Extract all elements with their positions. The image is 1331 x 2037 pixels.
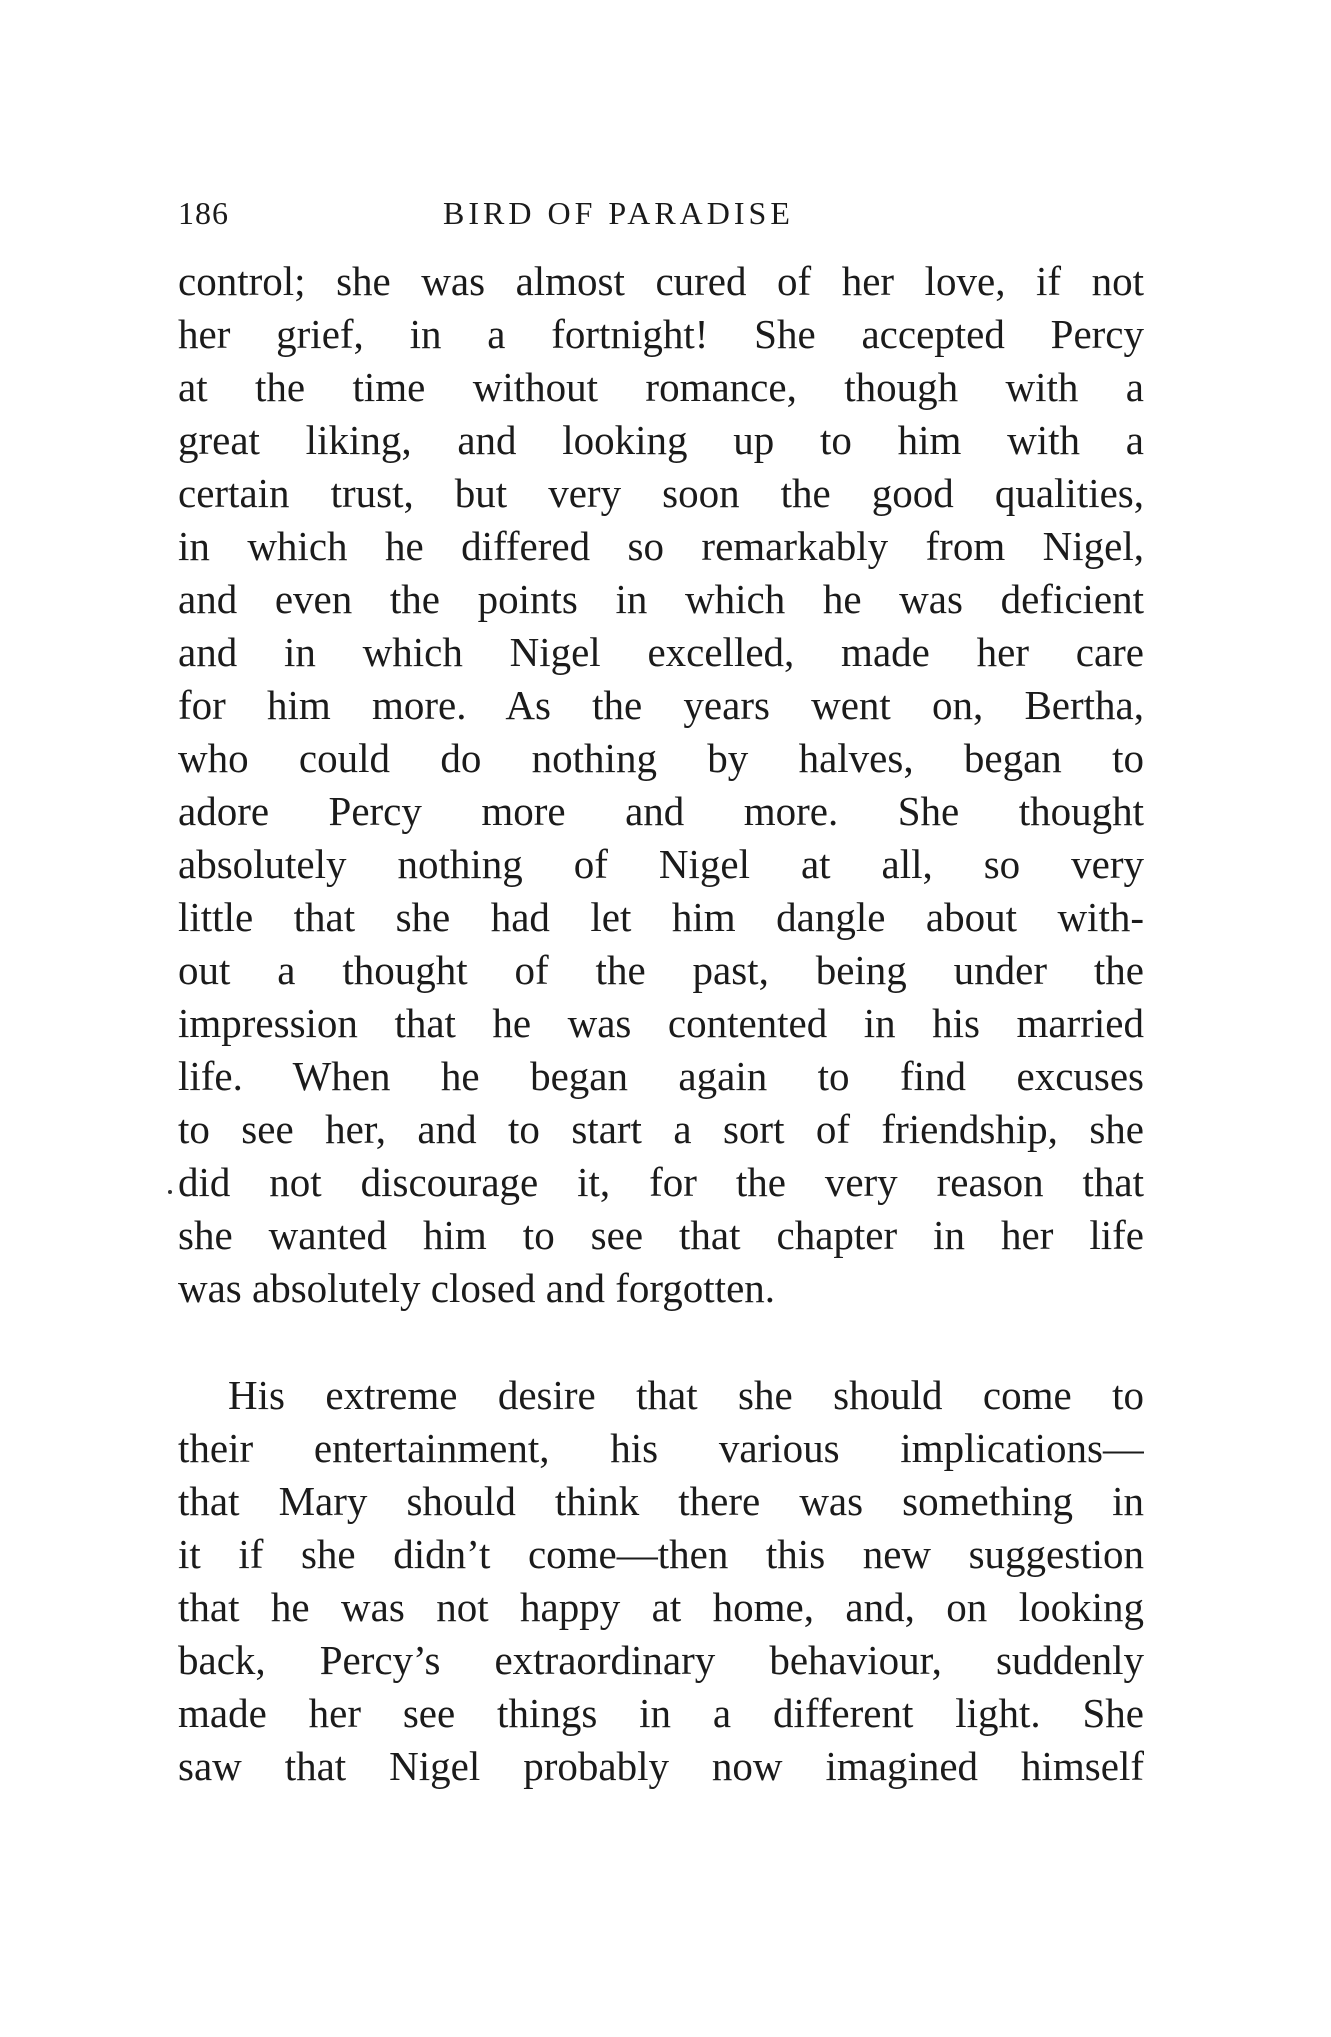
text-line: absolutely nothing of Nigel at all, so very (178, 841, 1144, 887)
text-line: for him more. As the years went on, Bertha, (178, 682, 1144, 728)
text-line: back, Percy’s extraordinary behaviour, suddenly (178, 1637, 1144, 1683)
text-line: at the time without romance, though with a (178, 364, 1144, 410)
paragraph-break (178, 1315, 1144, 1369)
text-line: and even the points in which he was deficient (178, 576, 1144, 622)
text-line: great liking, and looking up to him with a (178, 417, 1144, 463)
text-line: certain trust, but very soon the good qualities, (178, 470, 1144, 516)
text-line: life. When he began again to find excuses (178, 1053, 1144, 1099)
text-line: that he was not happy at home, and, on looking (178, 1584, 1144, 1630)
text-line: impression that he was contented in his married (178, 1000, 1144, 1046)
text-line: and in which Nigel excelled, made her care (178, 629, 1144, 675)
paragraph (178, 1369, 1144, 1793)
text-line: their entertainment, his various implications— (178, 1425, 1144, 1471)
text-line: out a thought of the past, being under the (178, 947, 1144, 993)
text-line: she wanted him to see that chapter in her life (178, 1212, 1144, 1258)
page-header (178, 195, 1138, 235)
running-head: BIRD OF PARADISE (443, 195, 794, 231)
text-line: to see her, and to start a sort of friendship, she (178, 1106, 1144, 1152)
text-line: His extreme desire that she should come to (228, 1372, 1144, 1418)
text-line: was absolutely closed and forgotten. (178, 1265, 776, 1311)
body-text (178, 255, 1144, 1793)
text-line: that Mary should think there was something in (178, 1478, 1144, 1524)
text-line: did not discourage it, for the very reason that (178, 1159, 1144, 1205)
paragraph (178, 255, 1144, 1315)
text-line: made her see things in a different light. She (178, 1690, 1144, 1736)
stray-ink-mark (168, 1190, 172, 1194)
text-line: adore Percy more and more. She thought (178, 788, 1144, 834)
page-number: 186 (178, 195, 229, 231)
text-line: her grief, in a fortnight! She accepted Percy (178, 311, 1144, 357)
text-line: in which he differed so remarkably from Nigel, (178, 523, 1144, 569)
text-line: little that she had let him dangle about with- (178, 894, 1144, 940)
text-line: who could do nothing by halves, began to (178, 735, 1144, 781)
text-line: saw that Nigel probably now imagined himself (178, 1743, 1144, 1789)
text-line: it if she didn’t come—then this new suggestion (178, 1531, 1144, 1577)
text-line: control; she was almost cured of her love, if not (178, 258, 1144, 304)
